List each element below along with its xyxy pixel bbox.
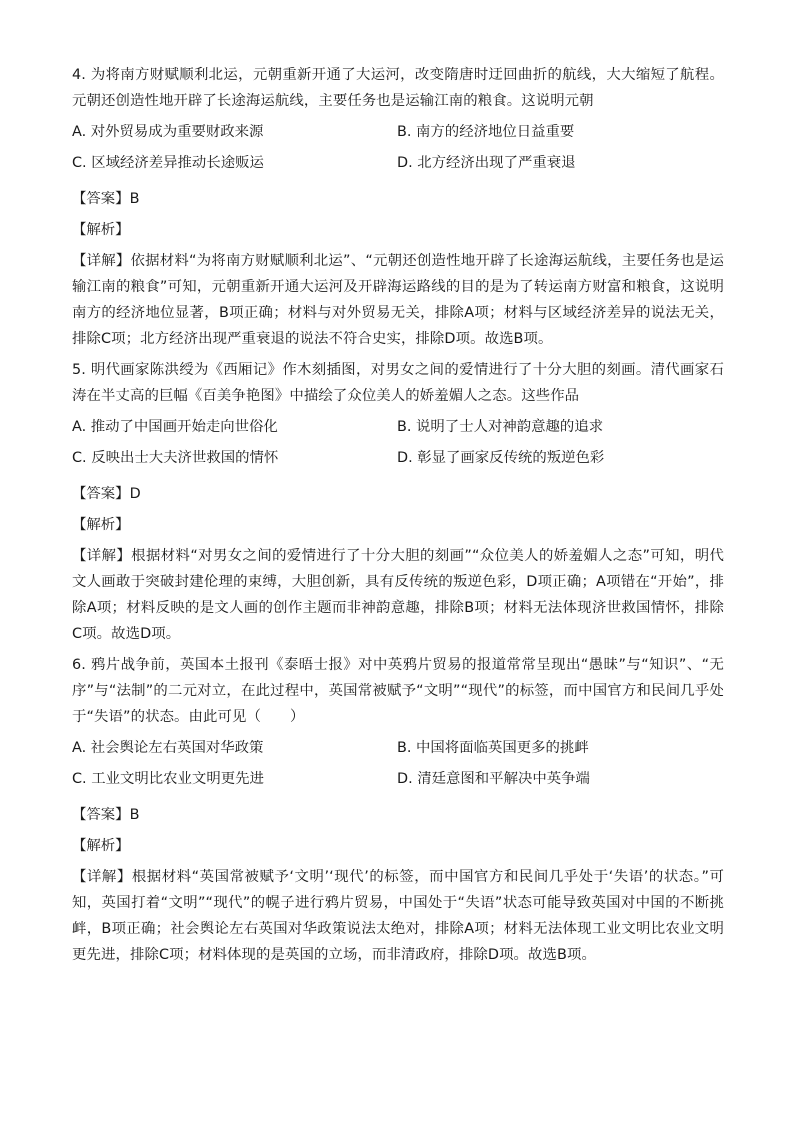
document-page	[72, 62, 724, 973]
answer-line: 【答案】B	[72, 191, 140, 207]
question-stem: 6. 鸦片战争前，英国本土报刊《泰晤士报》对中英鸦片贸易的报道常常呈现出“愚昧”与“知识”、“无序”与“法制”的二元对立，在此过程中，英国常被赋予“文明”“现代”的标签，而中国官方和民间几乎处于“失语”的状态。由此可见（ ）	[72, 657, 724, 725]
option-b: B. 说明了士人对神韵意趣的追求	[397, 419, 604, 435]
option-c: C. 区域经济差异推动长途贩运	[72, 155, 264, 171]
options-grid	[72, 119, 724, 181]
option-b: B. 中国将面临英国更多的挑衅	[397, 740, 589, 756]
question-5	[72, 357, 724, 647]
analysis-heading: 【解析】	[72, 838, 130, 854]
option-a: A. 对外贸易成为重要财政来源	[72, 124, 264, 140]
option-a: A. 推动了中国画开始走向世俗化	[72, 419, 278, 435]
question-4	[72, 62, 724, 352]
option-d: D. 北方经济出现了严重衰退	[397, 155, 576, 171]
detail-explanation: 【详解】根据材料“英国常被赋予‘文明’‘现代’的标签，而中国官方和民间几乎处于‘失语’的状态。”可知，英国打着“文明”“现代”的幌子进行鸦片贸易，中国处于“失语”状态可能导致英国对中国的不断挑衅，B项正确；社会舆论左右英国对华政策说法太绝对，排除A项；材料无法体现工业文明比农业文明更先进，排除C项；材料体现的是英国的立场，而非清政府，排除D项。故选B项。	[72, 869, 724, 963]
detail-explanation: 【详解】依据材料“为将南方财赋顺利北运”、“元朝还创造性地开辟了长途海运航线，主要任务也是运输江南的粮食”可知，元朝重新开通大运河及开辟海运路线的目的是为了转运南方财富和粮食，这说明南方的经济地位显著，B项正确；材料与对外贸易无关，排除A项；材料与区域经济差异的说法无关，排除C项；北方经济出现严重衰退的说法不符合史实，排除D项。故选B项。	[72, 253, 724, 347]
analysis-heading: 【解析】	[72, 222, 130, 238]
detail-explanation: 【详解】根据材料“对男女之间的爱情进行了十分大胆的刻画”“众位美人的娇羞媚人之态”可知，明代文人画敢于突破封建伦理的束缚，大胆创新，具有反传统的叛逆色彩，D项正确；A项错在“开始”，排除A项；材料反映的是文人画的创作主题而非神韵意趣，排除B项；材料无法体现济世救国情怀，排除C项。故选D项。	[72, 548, 724, 642]
answer-line: 【答案】B	[72, 807, 140, 823]
analysis-heading: 【解析】	[72, 517, 130, 533]
option-a: A. 社会舆论左右英国对华政策	[72, 740, 264, 756]
question-stem: 5. 明代画家陈洪绶为《西厢记》作木刻插图，对男女之间的爱情进行了十分大胆的刻画。清代画家石涛在半丈高的巨幅《百美争艳图》中描绘了众位美人的娇羞媚人之态。这些作品	[72, 362, 724, 404]
question-stem: 4. 为将南方财赋顺利北运，元朝重新开通了大运河，改变隋唐时迂回曲折的航线，大大缩短了航程。元朝还创造性地开辟了长途海运航线，主要任务也是运输江南的粮食。这说明元朝	[72, 67, 724, 109]
option-b: B. 南方的经济地位日益重要	[397, 124, 575, 140]
question-6	[72, 652, 724, 968]
option-c: C. 工业文明比农业文明更先进	[72, 771, 264, 787]
option-c: C. 反映出士大夫济世救国的情怀	[72, 450, 279, 466]
options-grid	[72, 414, 724, 476]
answer-line: 【答案】D	[72, 486, 141, 502]
option-d: D. 彰显了画家反传统的叛逆色彩	[397, 450, 605, 466]
option-d: D. 清廷意图和平解决中英争端	[397, 771, 590, 787]
options-grid	[72, 735, 724, 797]
